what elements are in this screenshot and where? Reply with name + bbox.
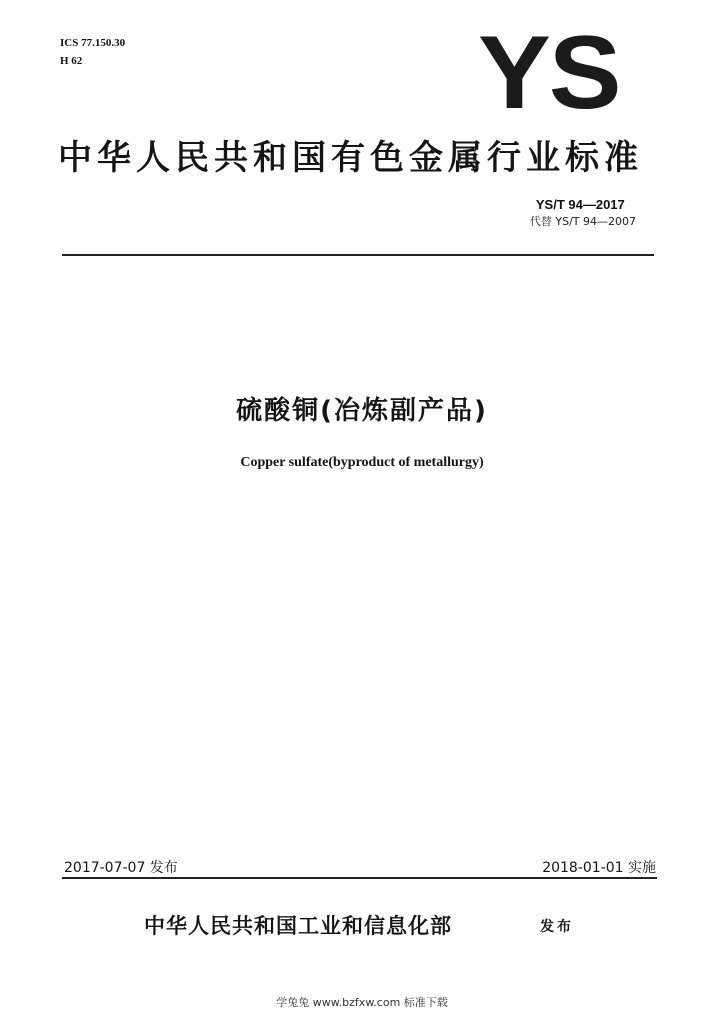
issuing-authority: 中华人民共和国工业和信息化部 bbox=[144, 914, 452, 938]
header-divider bbox=[62, 254, 654, 256]
ys-logo: YS bbox=[478, 15, 620, 131]
standard-number: YS/T 94—2017 bbox=[535, 197, 625, 212]
ccs-code: H 62 bbox=[60, 55, 83, 67]
document-title-english: Copper sulfate(byproduct of metallurgy) bbox=[240, 455, 484, 470]
industry-standard-title: 中华人民共和国有色金属行业标准 bbox=[58, 138, 643, 178]
footer-divider bbox=[62, 877, 657, 879]
ics-code: ICS 77.150.30 bbox=[60, 37, 126, 49]
issuing-action: 发布 bbox=[540, 919, 574, 935]
implementation-date: 2018-01-01 实施 bbox=[542, 860, 656, 876]
classification-codes bbox=[60, 34, 125, 70]
replaces-note: 代替 YS/T 94—2007 bbox=[529, 215, 636, 228]
document-title: 硫酸铜(冶炼副产品) bbox=[236, 396, 488, 426]
issue-date: 2017-07-07 发布 bbox=[64, 860, 178, 876]
standard-number-block bbox=[529, 196, 636, 230]
download-watermark: 学兔兔 www.bzfxw.com 标准下载 bbox=[276, 996, 448, 1009]
